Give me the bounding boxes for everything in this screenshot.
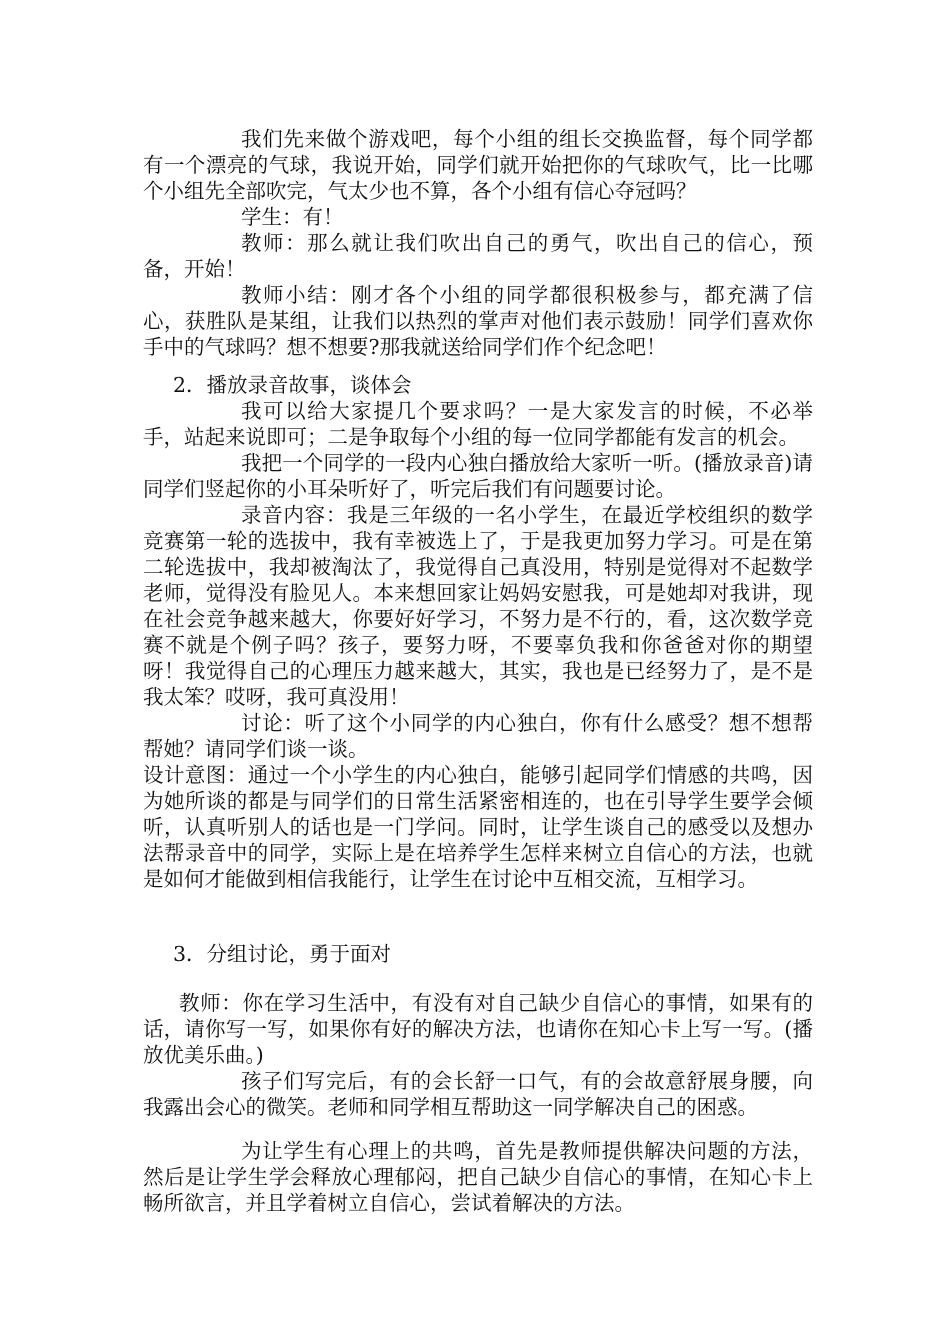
recording-section [143,372,813,892]
discussion-heading: 3．分组讨论，勇于面对 [173,942,392,966]
recording-paragraph-design-intent: 设计意图：通过一个小学生的内心独白，能够引起同学们情感的共鸣，因为她所谈的都是与同学们的日常生活紧密相连的，也在引导学生要学会倾听，认真听别人的话也是一门学问。同时，让学生谈自己的感受以及想办法帮录音中的同学，实际上是在培养学生怎样来树立自信心的方法，也就是如何才能做到相信我能行，让学生在讨论中互相交流，互相学习。 [143,763,813,891]
discussion-paragraph-teacher: 教师：你在学习生活中，有没有对自己缺少自信心的事情，如果有的话，请你写一写，如果你有好的解决方法，也请你在知心卡上写一写。(播放优美乐曲。) [143,991,813,1067]
discussion-body [143,990,813,1120]
game-paragraph-intro: 我们先来做个游戏吧，每个小组的组长交换监督，每个同学都有一个漂亮的气球，我说开始，同学们就开始把你的气球吹气，比一比哪个小组先全部吹完，气太少也不算，各个小组有信心夺冠吗？ [143,127,813,203]
discussion-paragraph-children: 孩子们写完后，有的会长舒一口气，有的会故意舒展身腰，向我露出会心的微笑。老师和同学相互帮助这一同学解决自己的困惑。 [143,1069,813,1119]
recording-paragraph-playback: 我把一个同学的一段内心独白播放给大家听一听。(播放录音)请同学们竖起你的小耳朵听好了，听完后我们有问题要讨论。 [143,451,813,501]
recording-paragraph-requirements: 我可以给大家提几个要求吗？一是大家发言的时候，不必举手，站起来说即可；二是争取每个小组的每一位同学都能有发言的机会。 [143,399,813,449]
game-paragraph-student-reply: 学生：有！ [241,205,344,229]
game-section [143,126,813,360]
recording-paragraph-content: 录音内容：我是三年级的一名小学生，在最近学校组织的数学竞赛第一轮的选拔中，我有幸被选上了，于是我更加努力学习。可是在第二轮选拔中，我却被淘汰了，我觉得自己真没用，特别是觉得对不起数学老师，觉得没有脸见人。本来想回家让妈妈安慰我，可是她却对我讲，现在社会竞争越来越大，你要好好学习，不努力是不行的，看，这次数学竞赛不就是个例子吗？孩子，要努力呀，不要辜负我和你爸爸对你的期望呀！我觉得自己的心理压力越来越大，其实，我也是已经努力了，是不是我太笨？哎呀，我可真没用！ [143,503,813,709]
closing-paragraph: 为让学生有心理上的共鸣，首先是教师提供解决问题的方法，然后是让学生学会释放心理郁闷，把自己缺少自信心的事情，在知心卡上畅所欲言，并且学着树立自信心，尝试着解决的方法。 [143,1139,813,1215]
recording-paragraph-discussion: 讨论：听了这个小同学的内心独白，你有什么感受？想不想帮帮她？请同学们谈一谈。 [143,711,813,761]
game-paragraph-teacher-summary: 教师小结：刚才各个小组的同学都很积极参与，都充满了信心，获胜队是某组，让我们以热烈的掌声对他们表示鼓励！同学们喜欢你手中的气球吗？想不想要?那我就送给同学们作个纪念吧！ [143,283,813,359]
discussion-section [143,941,813,967]
recording-heading: 2．播放录音故事，谈体会 [173,373,412,397]
game-paragraph-teacher-start: 教师：那么就让我们吹出自己的勇气，吹出自己的信心，预备，开始！ [143,231,813,281]
closing-section [143,1138,813,1216]
